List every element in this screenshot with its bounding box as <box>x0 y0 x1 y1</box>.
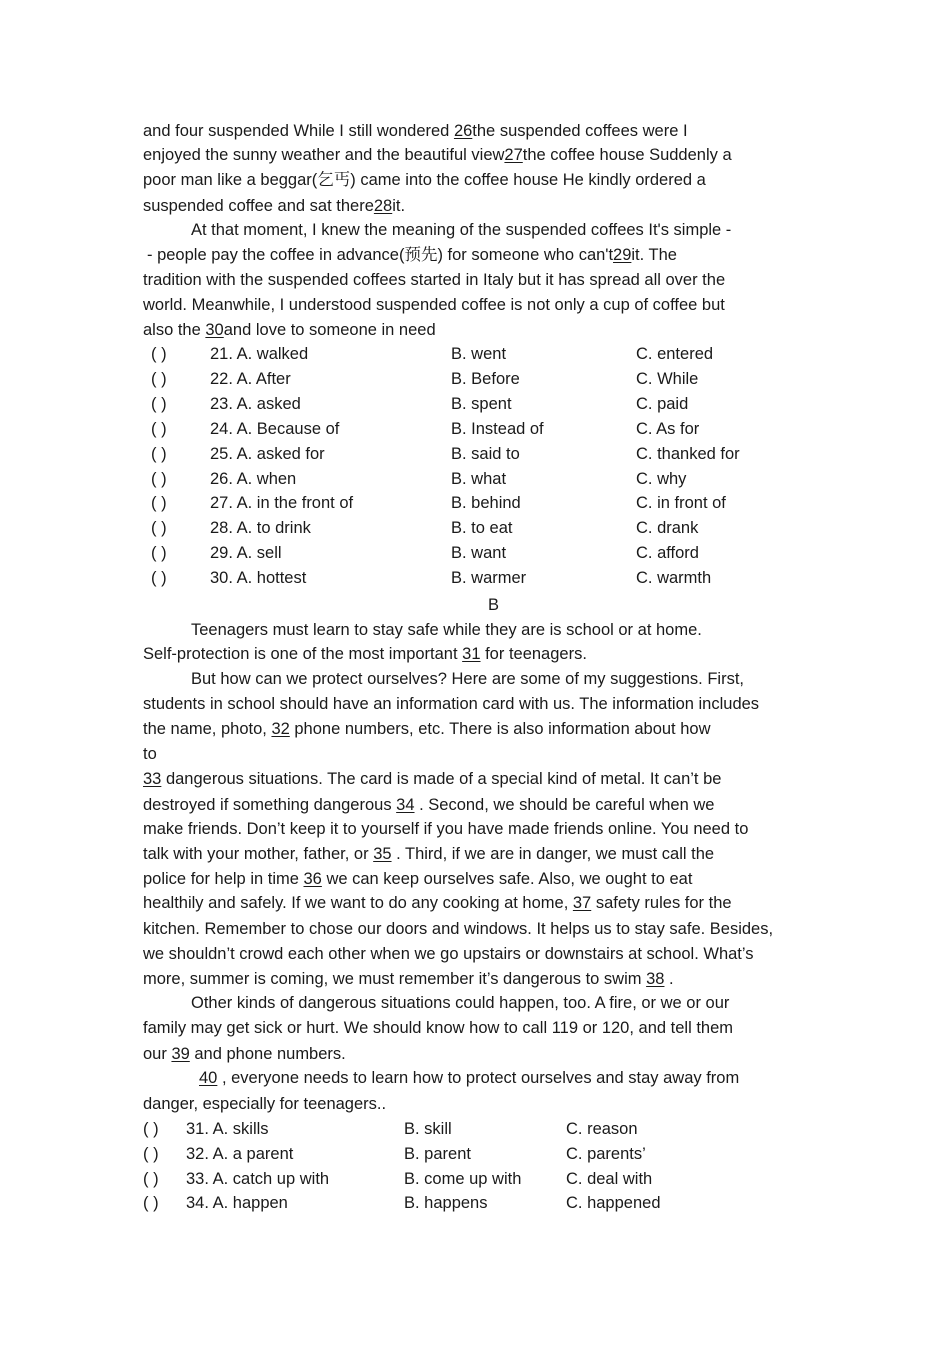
blank-33: 33 <box>143 770 162 788</box>
option-c: C. paid <box>636 394 689 413</box>
passage-a-line-4 <box>143 196 833 216</box>
option-a: 27. A. in the front of <box>210 494 354 513</box>
passage-a-line-8: world. Meanwhile, I understood suspended coffee is not only a cup of coffee but <box>143 296 725 314</box>
text: talk with your mother, father, or <box>143 845 374 863</box>
option-b: B. skill <box>404 1120 452 1138</box>
text: and four suspended While I still wondered <box>143 122 454 140</box>
answer-paren: ( ) <box>143 1144 159 1163</box>
passage-b-line-8 <box>143 795 833 815</box>
passage-b-line-17: family may get sick or hurt. We should know how to call 119 or 120, and tell them <box>143 1019 734 1037</box>
text: we can keep ourselves safe. Also, we ought to eat <box>321 870 693 888</box>
option-c: C. reason <box>566 1120 638 1138</box>
blank-32: 32 <box>271 720 290 738</box>
passage-a-line-5: At that moment, I knew the meaning of the suspended coffees It's simple - <box>191 221 732 239</box>
option-b: B. what <box>451 469 507 488</box>
option-c: C. warmth <box>636 569 712 588</box>
option-c: C. entered <box>636 345 714 363</box>
passage-b-line-11 <box>143 869 833 889</box>
option-a: 34. A. happen <box>186 1194 288 1213</box>
blank-28: 28 <box>373 197 393 215</box>
answer-paren: ( ) <box>151 394 167 413</box>
option-c: C. in front of <box>636 494 726 513</box>
passage-a-line-6 <box>147 245 837 265</box>
option-b: B. went <box>451 345 507 363</box>
option-a: 30. A. hottest <box>210 569 307 588</box>
text: it. The <box>631 246 677 264</box>
answer-paren: ( ) <box>143 1169 159 1188</box>
text: and love to someone in need <box>223 321 436 339</box>
passage-b-line-10 <box>143 844 833 864</box>
passage-b-line-12 <box>143 893 833 913</box>
text: the coffee house Suddenly a <box>522 146 732 164</box>
blank-38: 38 <box>646 970 665 988</box>
answer-paren: ( ) <box>151 369 167 388</box>
option-b: B. Before <box>451 369 520 388</box>
option-b: B. spent <box>451 394 512 413</box>
option-c: C. While <box>636 369 699 388</box>
option-c: C. happened <box>566 1194 661 1213</box>
option-a: 24. A. Because of <box>210 419 340 438</box>
option-b: B. want <box>451 544 507 563</box>
option-b: B. said to <box>451 444 520 463</box>
passage-b-line-9: make friends. Don’t keep it to yourself if you have made friends online. You need to <box>143 820 749 838</box>
option-a: 22. A. After <box>210 369 291 388</box>
text: suspended coffee and sat there <box>143 197 374 215</box>
passage-b-line-20: danger, especially for teenagers.. <box>143 1095 387 1113</box>
text: - people pay the coffee in advance(预先) for someone who can't <box>147 246 614 264</box>
option-a: 33. A. catch up with <box>186 1169 330 1188</box>
text: healthily and safely. If we want to do any cooking at home, <box>143 894 573 912</box>
text: Self-protection is one of the most important <box>143 645 463 663</box>
text: phone numbers, etc. There is also information about how <box>289 720 711 738</box>
passage-b-line-19 <box>199 1068 889 1088</box>
text: police for help in time <box>143 870 304 888</box>
option-a: 32. A. a parent <box>186 1144 294 1163</box>
answer-paren: ( ) <box>151 544 167 563</box>
blank-26: 26 <box>453 122 473 140</box>
passage-a-line-9 <box>143 320 833 340</box>
option-b: B. parent <box>404 1144 471 1163</box>
answer-paren: ( ) <box>151 444 167 463</box>
passage-a-line-7: tradition with the suspended coffees started in Italy but it has spread all over the <box>143 271 726 289</box>
passage-b-line-5 <box>143 719 833 739</box>
section-heading: B <box>488 596 500 614</box>
text: for teenagers. <box>480 645 587 663</box>
text: . Third, if we are in danger, we must call the <box>391 845 715 863</box>
option-a: 23. A. asked <box>210 394 301 413</box>
passage-a-line-2 <box>143 145 833 165</box>
text: . <box>664 970 674 988</box>
text: the suspended coffees were I <box>472 122 688 140</box>
text: it. <box>392 197 406 215</box>
blank-35: 35 <box>373 845 392 863</box>
option-b: B. to eat <box>451 519 513 538</box>
option-b: B. warmer <box>451 569 527 588</box>
option-c: C. afford <box>636 544 699 563</box>
option-c: C. parents’ <box>566 1144 646 1163</box>
passage-b-line-13: kitchen. Remember to chose our doors and windows. It helps us to stay safe. Besides, <box>143 920 774 938</box>
passage-b-line-18 <box>143 1044 833 1064</box>
passage-b-line-6: to <box>143 745 157 763</box>
answer-paren: ( ) <box>151 569 167 588</box>
text: also the <box>143 321 206 339</box>
text: enjoyed the sunny weather and the beautiful view <box>143 146 505 164</box>
passage-b-line-16: Other kinds of dangerous situations could happen, too. A fire, or we or our <box>191 994 730 1012</box>
text: . Second, we should be careful when we <box>414 796 715 814</box>
option-a: 29. A. sell <box>210 544 282 563</box>
blank-27: 27 <box>504 146 523 164</box>
text: dangerous situations. The card is made of a special kind of metal. It can’t be <box>161 770 722 788</box>
option-a: 26. A. when <box>210 469 297 488</box>
option-c: C. As for <box>636 419 700 438</box>
text: and phone numbers. <box>189 1045 346 1063</box>
answer-paren: ( ) <box>151 345 167 363</box>
option-b: B. behind <box>451 494 521 513</box>
option-c: C. thanked for <box>636 444 740 463</box>
passage-a-line-1 <box>143 121 833 141</box>
text: , everyone needs to learn how to protect ourselves and stay away from <box>217 1069 740 1087</box>
answer-paren: ( ) <box>151 519 167 538</box>
option-a: 25. A. asked for <box>210 444 325 463</box>
option-b: B. Instead of <box>451 419 544 438</box>
option-a: 21. A. walked <box>210 345 309 363</box>
option-c: C. drank <box>636 519 699 538</box>
option-c: C. deal with <box>566 1169 653 1188</box>
answer-paren: ( ) <box>151 469 167 488</box>
blank-39: 39 <box>171 1045 190 1063</box>
answer-paren: ( ) <box>151 419 167 438</box>
passage-a-line-3: poor man like a beggar(乞丐) came into the coffee house He kindly ordered a <box>143 171 706 189</box>
passage-b-line-7 <box>143 769 833 789</box>
blank-37: 37 <box>572 894 592 912</box>
answer-paren: ( ) <box>143 1120 159 1138</box>
option-a: 28. A. to drink <box>210 519 311 538</box>
blank-40: 40 <box>199 1069 218 1087</box>
option-a: 31. A. skills <box>186 1120 269 1138</box>
passage-b-line-1: Teenagers must learn to stay safe while they are is school or at home. <box>191 621 702 639</box>
option-b: B. happens <box>404 1194 488 1213</box>
answer-paren: ( ) <box>151 494 167 513</box>
answer-paren: ( ) <box>143 1194 159 1213</box>
passage-b-line-3: But how can we protect ourselves? Here are some of my suggestions. First, <box>191 670 744 688</box>
option-b: B. come up with <box>404 1169 522 1188</box>
passage-b-line-2 <box>143 644 833 664</box>
text: safety rules for the <box>591 894 732 912</box>
text: our <box>143 1045 172 1063</box>
text: the name, photo, <box>143 720 272 738</box>
passage-b-line-15 <box>143 969 833 989</box>
text: more, summer is coming, we must remember it’s dangerous to swim <box>143 970 647 988</box>
blank-30: 30 <box>205 321 224 339</box>
passage-b-line-4: students in school should have an information card with us. The information includes <box>143 695 760 713</box>
blank-36: 36 <box>303 870 322 888</box>
blank-34: 34 <box>396 796 415 814</box>
text: destroyed if something dangerous <box>143 796 397 814</box>
blank-31: 31 <box>462 645 481 663</box>
blank-29: 29 <box>613 246 632 264</box>
option-c: C. why <box>636 469 687 488</box>
passage-b-line-14: we shouldn’t crowd each other when we go upstairs or downstairs at school. What’s <box>143 945 754 963</box>
